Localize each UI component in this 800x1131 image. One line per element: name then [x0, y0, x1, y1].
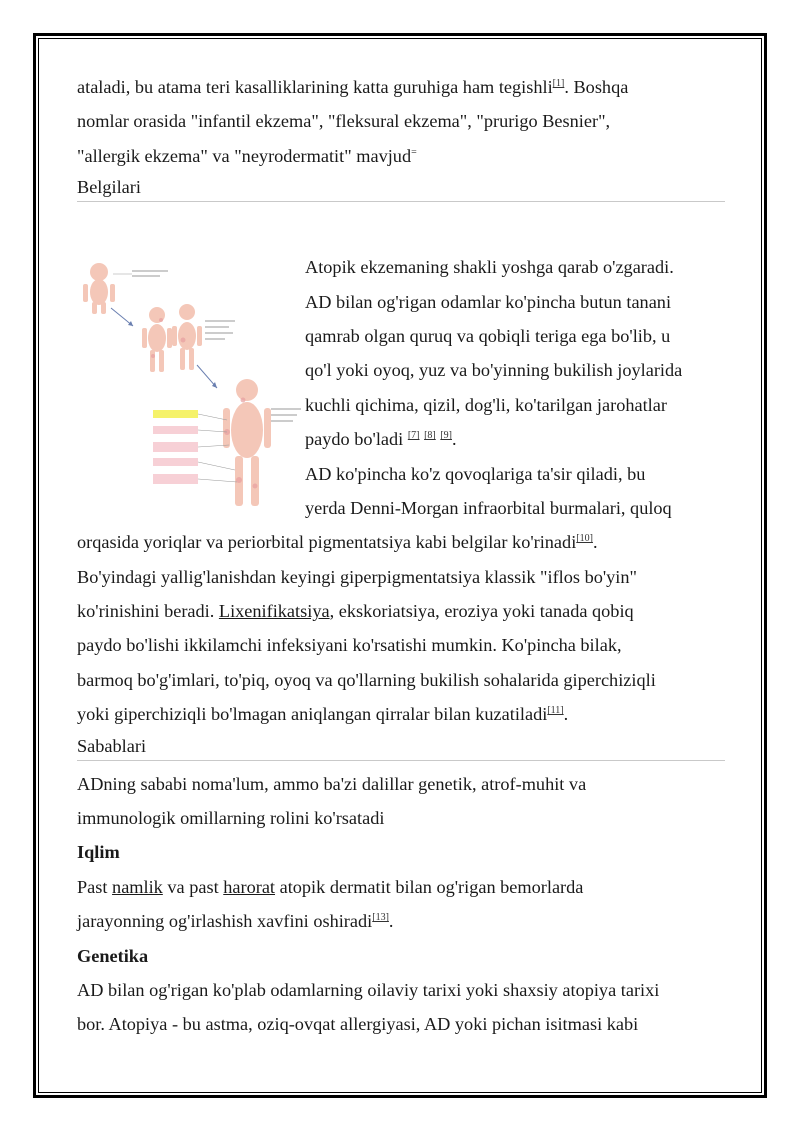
text-line: nomlar orasida "infantil ekzema", "fleksural ekzema", "prurigo Besnier",: [77, 111, 611, 132]
section-heading-sabablari: Sabablari: [77, 732, 725, 761]
text-line: kuchli qichima, qizil, dog'li, ko'tarilgan jarohatlar: [305, 394, 667, 415]
subheading-iqlim: Iqlim: [77, 842, 120, 863]
text-line: yoki giperchiziqli bo'lmagan aniqlangan qirralar bilan kuzatiladi[11].: [77, 704, 569, 725]
citation-link[interactable]: [1]: [552, 78, 565, 89]
text-line: qo'l yoki oyoq, yuz va bo'yinning bukilish joylarida: [305, 360, 683, 381]
text-line: "allergik ekzema" va "neyrodermatit" mavjud=: [77, 145, 417, 166]
citation-link[interactable]: [8]: [424, 430, 436, 442]
footnote-mark: =: [411, 146, 417, 158]
text-line: ko'rinishini beradi. Lixenifikatsiya, ekskoriatsiya, eroziya yoki tanada qobiq: [77, 601, 634, 622]
section-heading-belgilari: Belgilari: [77, 173, 725, 202]
citation-link[interactable]: [9]: [440, 430, 452, 442]
text-line: AD bilan og'rigan odamlar ko'pincha butun tanani: [305, 291, 672, 312]
namlik-link[interactable]: namlik: [112, 876, 163, 897]
text-line: immunologik omillarning rolini ko'rsatadi: [77, 808, 385, 829]
document-body: [77, 70, 725, 1042]
citation-link[interactable]: [10]: [576, 533, 593, 545]
text-line: orqasida yoriqlar va periorbital pigmentatsiya kabi belgilar ko'rinadi[10].: [77, 532, 598, 553]
text-line: bor. Atopiya - bu astma, oziq-ovqat allergiyasi, AD yoki pichan isitmasi kabi: [77, 1014, 639, 1035]
text-line: Atopik ekzemaning shakli yoshga qarab o'zgaradi.: [305, 257, 674, 278]
text-line: paydo bo'ladi [7] [8] [9].: [305, 429, 457, 450]
lixenifikatsiya-link[interactable]: Lixenifikatsiya: [218, 601, 330, 622]
harorat-link[interactable]: harorat: [223, 876, 276, 897]
text-line: ADning sababi noma'lum, ammo ba'zi dalillar genetik, atrof-muhit va: [77, 773, 587, 794]
text-line: AD ko'pincha ko'z qovoqlariga ta'sir qiladi, bu: [305, 463, 646, 484]
text-line: AD bilan og'rigan ko'plab odamlarning oilaviy tarixi yoki shaxsiy atopiya tarixi: [77, 979, 660, 1000]
citation-link[interactable]: [11]: [547, 705, 564, 717]
text-line: qamrab olgan quruq va qobiqli teriga ega bo'lib, u: [305, 325, 671, 346]
citation-link[interactable]: [13]: [372, 912, 389, 924]
text-line: jarayonning og'irlashish xavfini oshiradi[13].: [77, 911, 394, 932]
text-line: Bo'yindagi yallig'lanishdan keyingi giperpigmentatsiya klassik "iflos bo'yin": [77, 566, 637, 587]
subheading-genetika: Genetika: [77, 945, 149, 966]
text-line: barmoq bo'g'imlari, to'piq, oyoq va qo'llarning bukilish sohalarida giperchiziqli: [77, 669, 656, 690]
body-figures-image: [77, 260, 305, 510]
atopic-eczema-age-illustration: [77, 250, 305, 522]
text-line: Past namlik va past harorat atopik dermatit bilan og'rigan bemorlarda: [77, 876, 584, 897]
text-line: yerda Denni-Morgan infraorbital burmalari, quloq: [305, 497, 672, 518]
text-line: ataladi, bu atama teri kasalliklarining katta guruhiga ham tegishli[1]. Boshqa: [77, 77, 629, 97]
citation-link[interactable]: [7]: [407, 430, 420, 442]
text-line: paydo bo'lishi ikkilamchi infeksiyani ko'rsatishi mumkin. Ko'pincha bilak,: [77, 635, 622, 656]
